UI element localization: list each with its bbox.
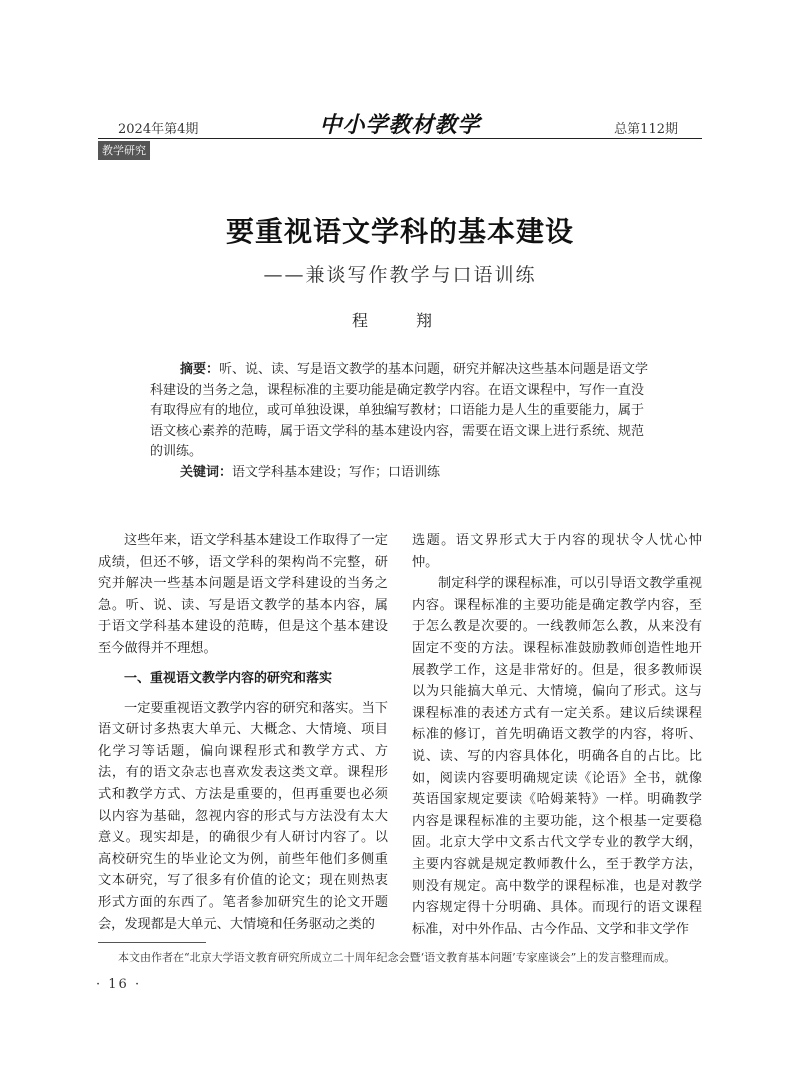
- body-paragraph: 这些年来，语文学科基本建设工作取得了一定成绩，但还不够，语文学科的架构尚不完整，研究并解决一些基本问题是语文学科建设的当务之急。听、说、读、写是语文教学的基本内容，属于语文学科基本建设的范畴，但是这个基本建设至今做得并不理想。: [98, 533, 388, 656]
- section-heading: 一、重视语文教学内容的研究和落实: [124, 670, 333, 686]
- page-number: · 16 ·: [96, 977, 142, 992]
- body-paragraph: 制定科学的课程标准，可以引导语文教学重视内容。课程标准的主要功能是确定教学内容，至于怎么教是次要的。一线教师怎么教，从来没有固定不变的方法。课程标准鼓励教师创造性地开展教学工作，这是非常好的。但是，很多教师误以为只能搞大单元、大情境，偏向了形式。这与课程标准的表述方式有一定关系。建议后续课程标准的修订，首先明确语文教学的内容，将听、说、读、写的内容具体化，明确各自的占比。比如，阅读内容要明确规定读《论语》全书，就像英语国家规定要读《哈姆莱特》一样。明确教学内容是课程标准的主要功能，这个根基一定要稳固。北京大学中文系古代文学专业的教学大纲，主要内容就是规定教师教什么，至于教学方法，则没有规定。高中数学的课程标准，也是对教学内容规定得十分明确、具体。而现行的语文课程标准，对中外作品、古今作品、文学和非文学作: [412, 576, 702, 937]
- journal-logo: 中小学教材教学: [319, 112, 481, 138]
- keywords-label: 关键词：: [180, 464, 233, 480]
- abstract-label: 摘要：: [180, 362, 220, 377]
- keywords-paragraph: [150, 463, 650, 484]
- footnote: 本文由作者在“北京大学语文教育研究所成立二十周年纪念会暨‘语文教育基本问题’专家座谈会”上的发言整理而成。: [118, 951, 676, 964]
- abstract-text: 听、说、读、写是语文教学的基本问题，研究并解决这些基本问题是语文学科建设的当务之急，课程标准的主要功能是确定教学内容。在语文课程中，写作一直没有取得应有的地位，或可单独设课，单独编写教材；口语能力是人生的重要能力，属于语文核心素养的范畴，属于语文学科的基本建设内容，需要在语文课上进行系统、规范的训练。: [150, 362, 649, 459]
- body-paragraph: 选题。语文界形式大于内容的现状令人忧心忡忡。: [412, 533, 702, 570]
- issue-label: 2024年第4期: [118, 122, 199, 137]
- article-subtitle: ——兼谈写作教学与口语训练: [263, 264, 537, 286]
- header-rule: [98, 138, 702, 139]
- section-tag: 教学研究: [98, 141, 150, 160]
- body-paragraph: 一定要重视语文教学内容的研究和落实。当下语文研讨多热衷大单元、大概念、大情境、项目化学习等话题，偏向课程形式和教学方式、方法，有的语文杂志也喜欢发表这类文章。课程形式和教学方式、方法是重要的，但再重要也必须以内容为基础，忽视内容的形式与方法没有太大意义。现实却是，的确很少有人研讨内容了。以高校研究生的毕业论文为例，前些年他们多侧重文本研究，写了很多有价值的论文；现在则热衷形式方面的东西了。笔者参加研究生的论文开题会，发现都是大单元、大情境和任务驱动之类的: [98, 700, 388, 932]
- left-column: [98, 530, 388, 935]
- keywords-text: 语文学科基本建设；写作；口语训练: [232, 464, 441, 480]
- abstract-block: [150, 360, 650, 483]
- article-title: 要重视语文学科的基本建设: [225, 215, 574, 248]
- abstract-paragraph: [150, 360, 650, 463]
- total-issue-label: 总第112期: [614, 122, 678, 137]
- footnote-rule: [98, 942, 206, 943]
- article-author: 程 翔: [351, 311, 448, 330]
- right-column: [412, 530, 702, 940]
